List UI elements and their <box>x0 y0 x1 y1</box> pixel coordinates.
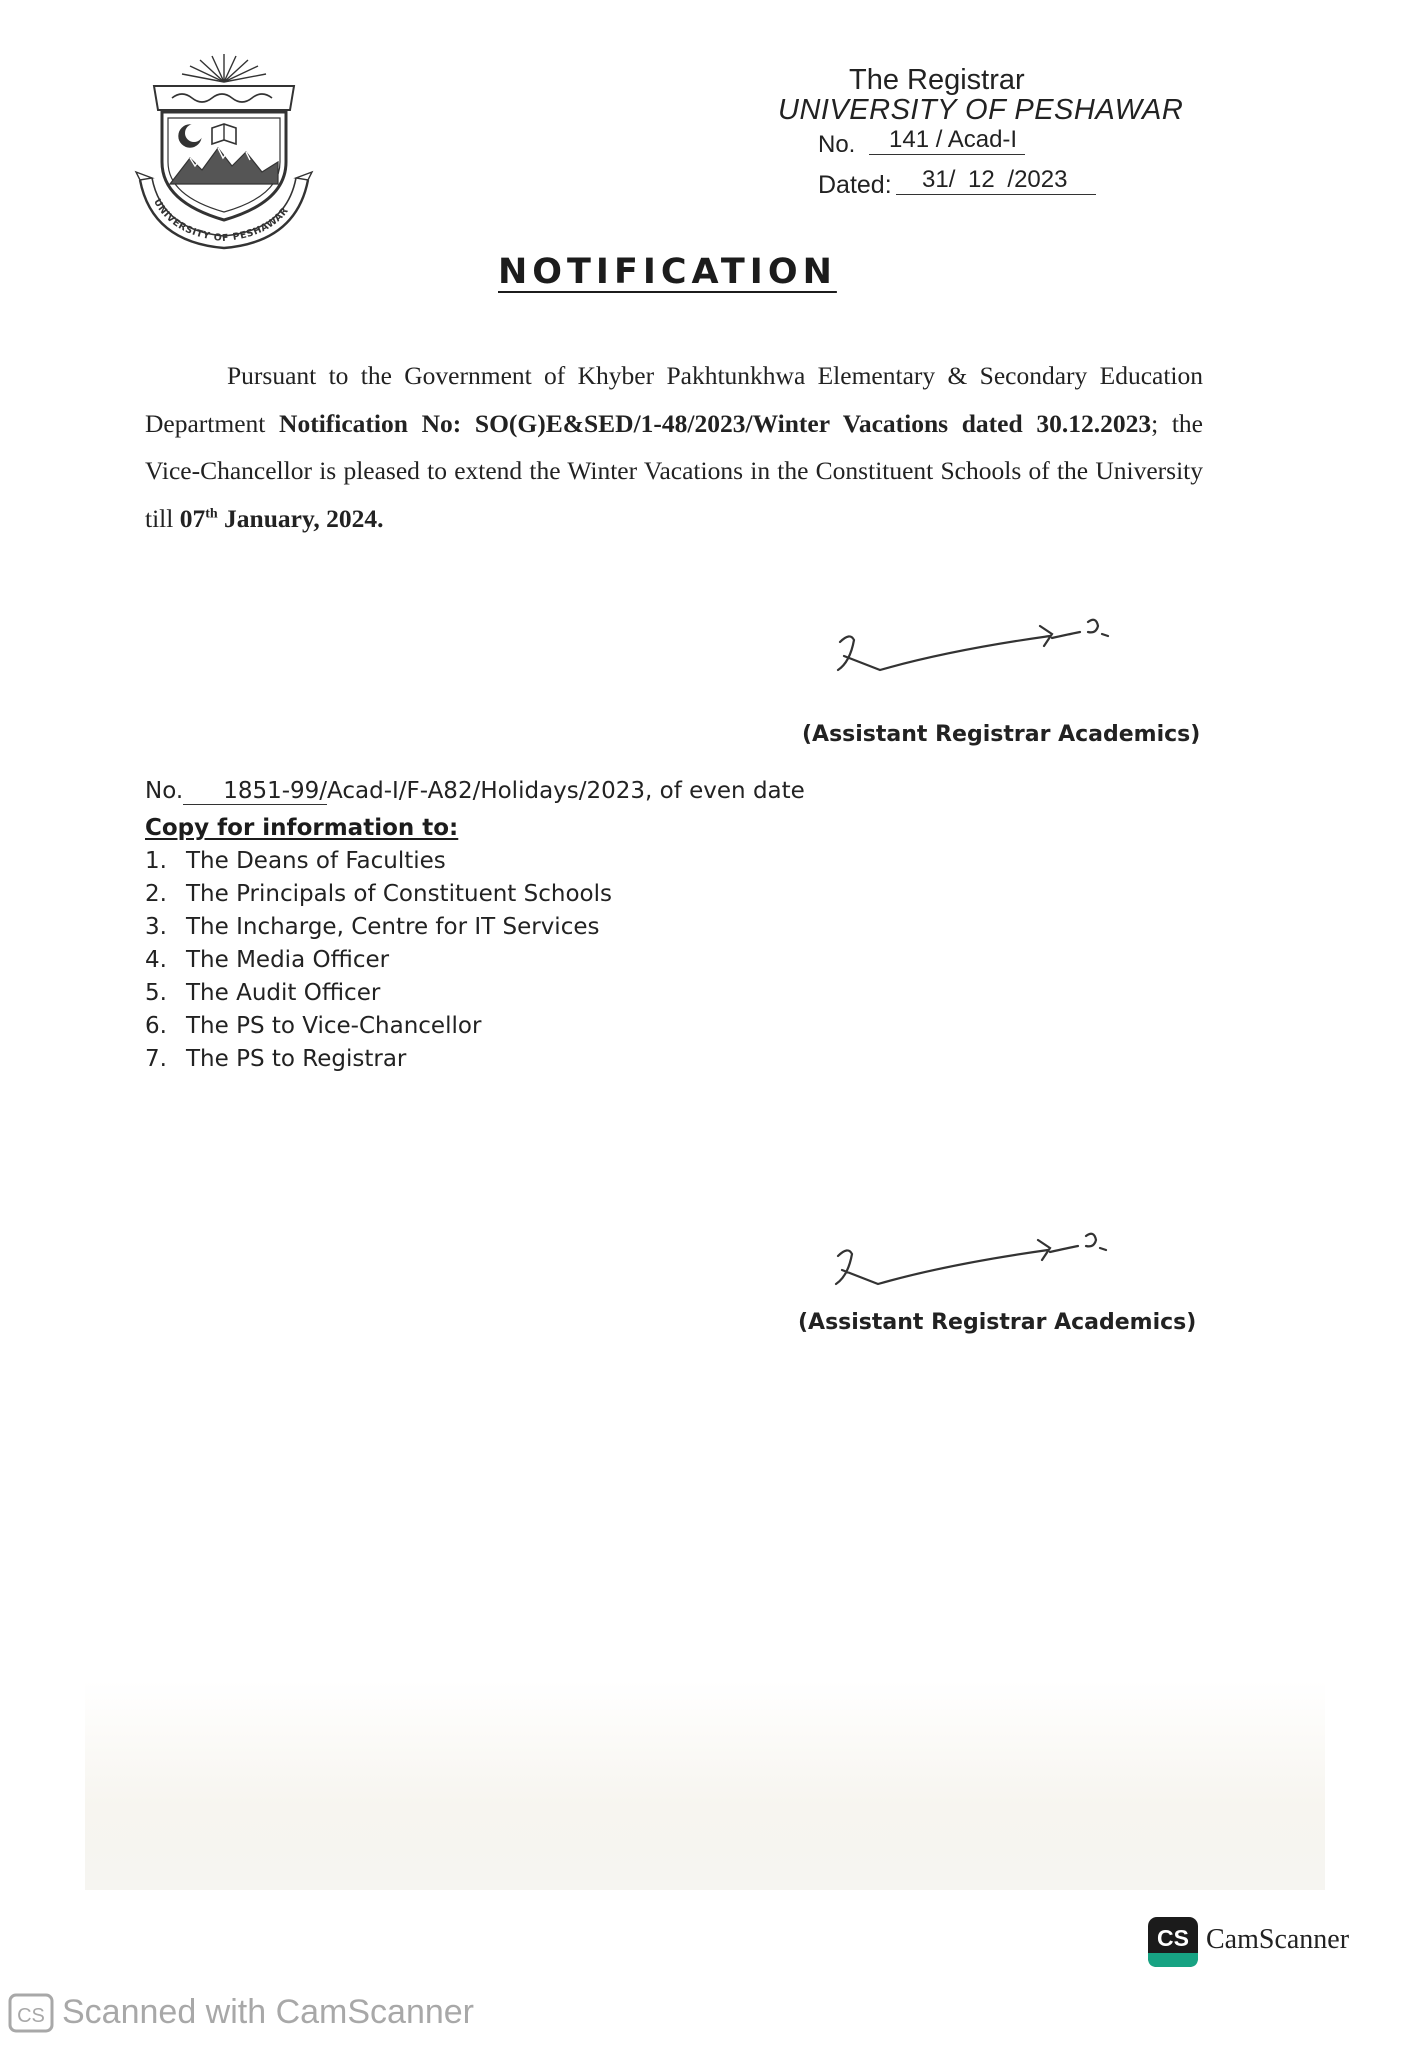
body-text-2: ; the Vice-Chancellor is pleased to extend the Winter Vacations in the Constituent Schools of the University till <box>145 408 1203 533</box>
list-item-text: The Audit Officer <box>186 980 381 1006</box>
crest-ring-text: UNIVERSITY OF PESHAWAR <box>151 197 292 245</box>
list-item-number: 5. <box>145 980 167 1006</box>
list-item-text: The Incharge, Centre for IT Services <box>186 914 600 940</box>
list-item-number: 7. <box>145 1046 167 1072</box>
university-name: UNIVERSITY OF PESHAWAR <box>778 94 1184 126</box>
reference-number-value: 141 / Acad-I <box>869 126 1025 155</box>
signature-caption-2: (Assistant Registrar Academics) <box>798 1310 1197 1335</box>
body-date-rest: January, 2024. <box>217 503 384 533</box>
body-text-1: Pursuant to the Government of Khyber Pakhtunkhwa Elementary & Secondary Education Department <box>145 361 1203 438</box>
signature-1 <box>830 612 1150 682</box>
list-item-text: The PS to Vice-Chancellor <box>186 1013 482 1039</box>
copy-heading: Copy for information to: <box>145 815 459 841</box>
list-item-text: The PS to Registrar <box>186 1046 407 1072</box>
reference-number-label: No. <box>818 131 856 158</box>
university-crest-logo <box>132 52 316 252</box>
list-item-number: 2. <box>145 881 167 907</box>
signature-caption-1: (Assistant Registrar Academics) <box>802 722 1201 747</box>
list-item-number: 6. <box>145 1013 167 1039</box>
notification-title: NOTIFICATION <box>498 252 837 292</box>
registrar-title: The Registrar <box>849 64 1025 96</box>
dated-value: 31/ 12 /2023 <box>896 166 1096 195</box>
list-item-number: 3. <box>145 914 167 940</box>
dated-label: Dated: <box>818 171 892 199</box>
scan-shadow <box>85 1680 1325 1890</box>
copy-reference-line <box>145 778 805 805</box>
copy-reference-label: No. <box>145 778 184 804</box>
camscanner-badge-text: CS <box>1157 1925 1189 1951</box>
notification-body <box>145 352 1203 542</box>
camscanner-logo-icon <box>1148 1917 1198 1967</box>
camscanner-brand: CamScanner <box>1206 1924 1350 1955</box>
camscanner-footer-text: Scanned with CamScanner <box>62 1993 475 2031</box>
list-item-text: The Media Officer <box>186 947 390 973</box>
signature-2 <box>828 1226 1148 1296</box>
body-notification-ref: Notification No: SO(G)E&SED/1-48/2023/Winter Vacations dated 30.12.2023 <box>279 408 1152 438</box>
body-date-day: 07 <box>179 503 206 533</box>
camscanner-footer-badge: CS <box>17 2005 45 2027</box>
list-item-text: The Deans of Faculties <box>186 848 446 874</box>
copy-reference-rest: Acad-I/F-A82/Holidays/2023, of even date <box>327 778 805 804</box>
list-item-number: 4. <box>145 947 167 973</box>
copy-reference-number: 1851-99/ <box>183 778 327 805</box>
body-date-suffix: th <box>205 506 218 521</box>
list-item-text: The Principals of Constituent Schools <box>186 881 612 907</box>
list-item-number: 1. <box>145 848 167 874</box>
